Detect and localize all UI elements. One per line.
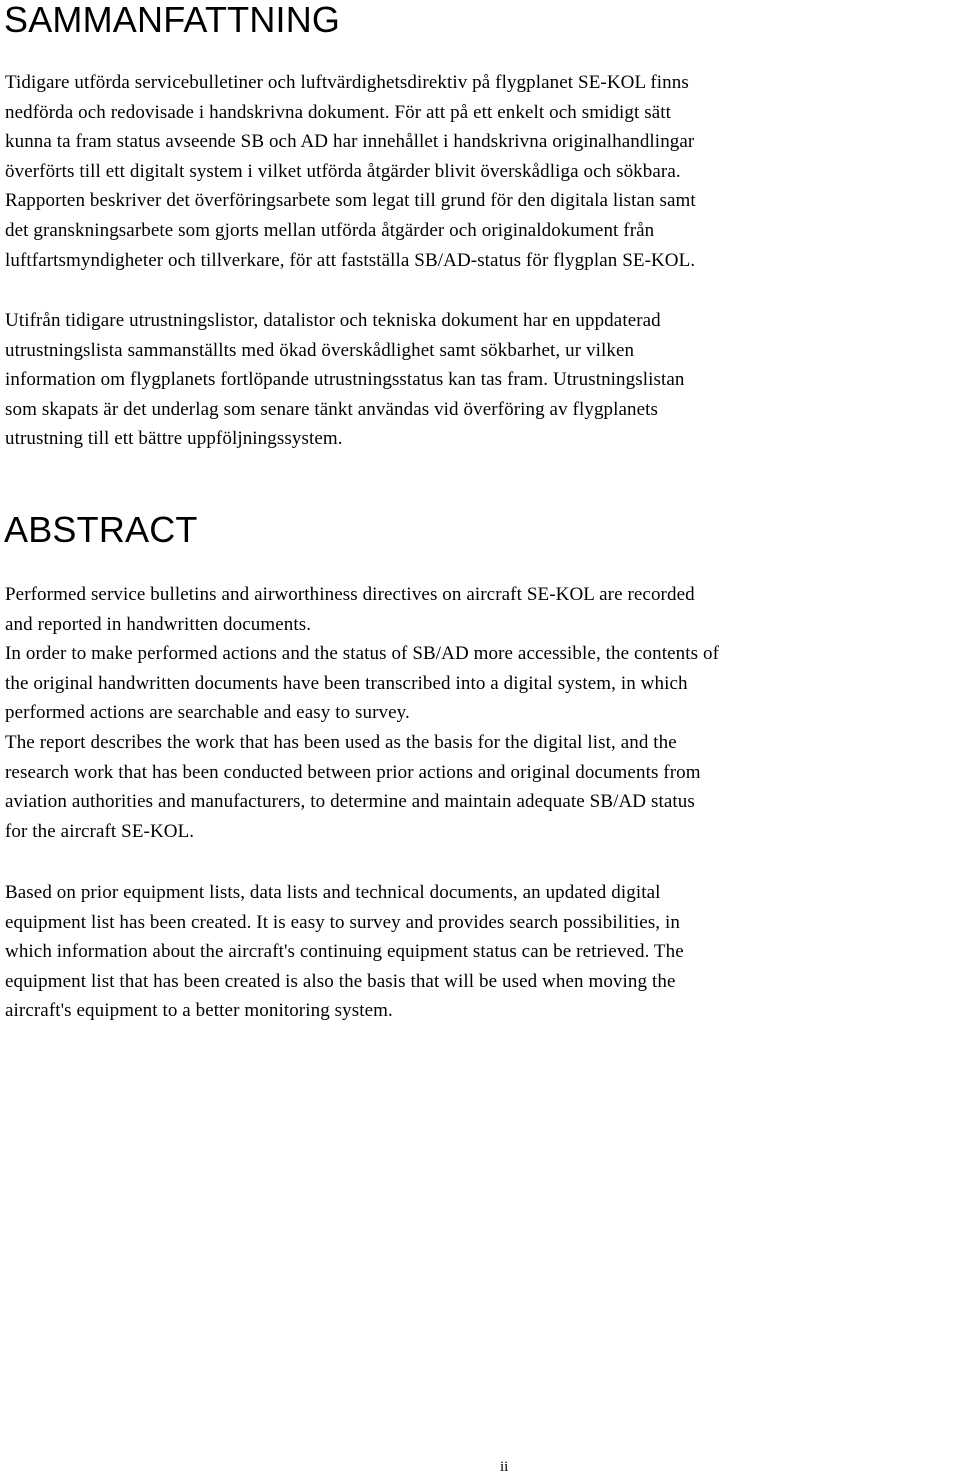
text-line: information om flygplanets fortlöpande utrustningsstatus kan tas fram. Utrustningslistan (5, 369, 685, 391)
abstract-heading: ABSTRACT (4, 509, 198, 550)
text-line: Based on prior equipment lists, data lists and technical documents, an updated digital (5, 882, 661, 903)
text-line: utrustning till ett bättre uppföljningssystem. (5, 428, 343, 450)
text-line: kunna ta fram status avseende SB och AD har innehållet i handskrivna originalhandlingar (5, 131, 695, 153)
summary-heading: SAMMANFATTNING (4, 0, 341, 40)
text-line: Rapporten beskriver det överföringsarbete som legat till grund för den digitala listan samt (5, 190, 696, 212)
text-line: which information about the aircraft's continuing equipment status can be retrieved. The (5, 941, 684, 963)
text-line: research work that has been conducted between prior actions and original documents from (5, 761, 701, 783)
text-line: aviation authorities and manufacturers, to determine and maintain adequate SB/AD status (5, 791, 695, 813)
abstract-paragraph-2 (5, 878, 955, 1026)
page-number: ii (500, 1459, 509, 1475)
text-line: equipment list has been created. It is easy to survey and provides search possibilities, in (5, 911, 680, 933)
text-line: luftfartsmyndigheter och tillverkare, för att fastställa SB/AD-status för flygplan SE-KOL. (5, 249, 696, 271)
text-line: the original handwritten documents have been transcribed into a digital system, in which (5, 672, 688, 694)
text-line: The report describes the work that has been used as the basis for the digital list, and the (5, 731, 677, 753)
text-line: for the aircraft SE-KOL. (5, 820, 195, 842)
abstract-paragraph-1 (5, 580, 955, 846)
text-line: aircraft's equipment to a better monitoring system. (5, 1000, 393, 1022)
text-line: equipment list that has been created is also the basis that will be used when moving the (5, 970, 676, 992)
text-line: Utifrån tidigare utrustningslistor, datalistor och tekniska dokument har en uppdaterad (5, 310, 661, 331)
text-line: Performed service bulletins and airworthiness directives on aircraft SE-KOL are recorded (5, 584, 695, 605)
text-line: utrustningslista sammanställts med ökad överskådlighet samt sökbarhet, ur vilken (5, 339, 635, 361)
text-line: In order to make performed actions and the status of SB/AD more accessible, the contents of (5, 643, 720, 665)
summary-paragraph-1 (5, 68, 955, 275)
text-line: Tidigare utförda servicebulletiner och luftvärdighetsdirektiv på flygplanet SE-KOL finns (5, 72, 689, 93)
text-line: and reported in handwritten documents. (5, 613, 312, 635)
text-line: överförts till ett digitalt system i vilket utförda åtgärder blivit överskådliga och sökbara. (5, 160, 681, 182)
text-line: performed actions are searchable and easy to survey. (5, 702, 410, 724)
text-line: som skapats är det underlag som senare tänkt användas vid överföring av flygplanets (5, 398, 659, 420)
summary-paragraph-2 (5, 306, 955, 454)
text-line: nedförda och redovisade i handskrivna dokument. För att på ett enkelt och smidigt sätt (5, 101, 672, 123)
text-line: det granskningsarbete som gjorts mellan utförda åtgärder och originaldokument från (5, 219, 655, 241)
